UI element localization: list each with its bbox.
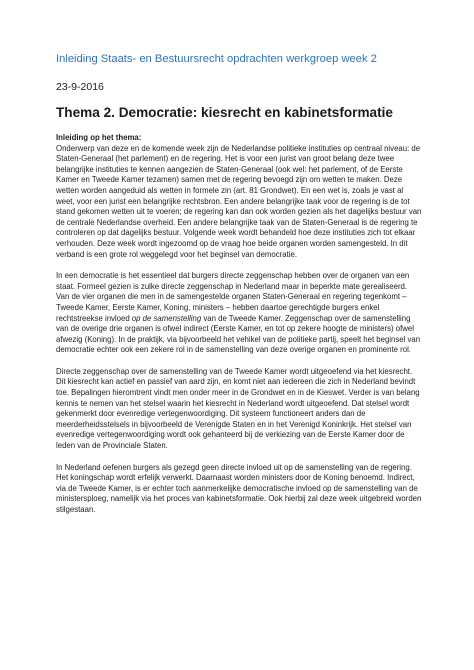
document-title: Inleiding Staats- en Bestuursrecht opdrachten werkgroep week 2	[56, 53, 377, 65]
paragraph-1: Onderwerp van deze en de komende week zijn de Nederlandse politieke instituties op centraal niveau: de Staten-Generaal (het parlement) en de regering. Het is voor een jurist van groot belang deze twee belangrijke instituties te kennen aangezien de Staten-Generaal (ook wel: het parlement, of de Eerste Kamer en Tweede Kamer tezamen) samen met de regering bevoegd zijn om wetten te maken. Deze wetten worden aangeduid als wetten in formele zin (art. 81 Grondwet). En een wet is, zoals je vast al weet, voor een jurist een belangrijke rechtsbron. Een andere belangrijke taak voor de regering is de tot stand gekomen wetten uit te voeren; de regering kan dan ook worden gezien als het dagelijks bestuur van de centrale Nederlandse overheid. Een andere belangrijke taak van de Staten-Generaal is de regering te controleren op dat dagelijks bestuur. Volgende week wordt behandeld hoe deze instituties zich tot elkaar verhouden. Deze week wordt ingezoomd op de vraag hoe beide organen worden samengesteld. In dit verband is een grote rol weggelegd voor het beginsel van democratie.	[56, 143, 422, 259]
intro-subheading: Inleiding op het thema:	[56, 133, 142, 142]
paragraph-3: Directe zeggenschap over de samenstelling van de Tweede Kamer wordt uitgeoefend via het kiesrecht. Dit kiesrecht kan actief en passief van aard zijn, en komt niet aan iedereen die zich in Nederland bevindt toe. Bepalingen hieromtrent vindt men onder meer in de Grondwet en in de Kieswet. Verder is van belang kennis te nemen van het stelsel waarin het kiesrecht in Nederland wordt uitgeoefend. Dat stelsel wordt gekenmerkt door evenredige vertegenwoordiging. Dit systeem functioneert anders dan de meerderheidsstelsels in bijvoorbeeld de Verenigde Staten en in het Verenigd Koninkrijk. Het stelsel van evenredige vertegenwoordiging wordt ook gehanteerd bij de verkiezing van de Eerste Kamer door de leden van de Provinciale Staten.	[56, 366, 420, 451]
document-date: 23-9-2016	[56, 81, 104, 93]
paragraph-2-emphasis: op de samenstelling	[131, 313, 202, 323]
paragraph-2-part-1: In een democratie is het essentieel dat burgers directe zeggenschap hebben over de organen van een staat. Formeel gezien is zulke directe zeggenschap in Nederland maar in beperkte mate gerealiseerd. Van de vier organen die men in de samengestelde organen Staten-Generaal en regering tegenkomt – Tweede Kamer, Eerste Kamer, Koning, ministers – hebben daartoe gerechtigde burgers enkel rechtstreekse invloed	[56, 271, 410, 323]
section-heading: Thema 2. Democratie: kiesrecht en kabinetsformatie	[56, 105, 393, 120]
paragraph-2-part-2: van de Tweede Kamer. Zeggenschap over de samenstelling van de overige drie organen is ofwel indirect (Eerste Kamer, en tot op zekere hoogte de ministers) ofwel afwezig (Koning). In de praktijk, via bijvoorbeeld het vehikel van de politieke partij, speelt het beginsel van democratie echter ook een zekere rol in de samenstelling van deze overige organen en prominente rol.	[56, 313, 421, 355]
document-page	[56, 52, 422, 516]
paragraph-4: In Nederland oefenen burgers als gezegd geen directe invloed uit op de samenstelling van de regering. Het koningschap wordt erfelijk verwerkt. Daarnaast worden ministers door de Koning benoemd. Indirect, via de Tweede Kamer, is er echter toch aanmerkelijke democratische invloed op de samenstelling van de ministersploeg, namelijk via het proces van kabinetsformatie. Ook hierbij zal deze week uitgebreid worden stilgestaan.	[56, 462, 422, 514]
paragraph-2	[56, 271, 422, 356]
